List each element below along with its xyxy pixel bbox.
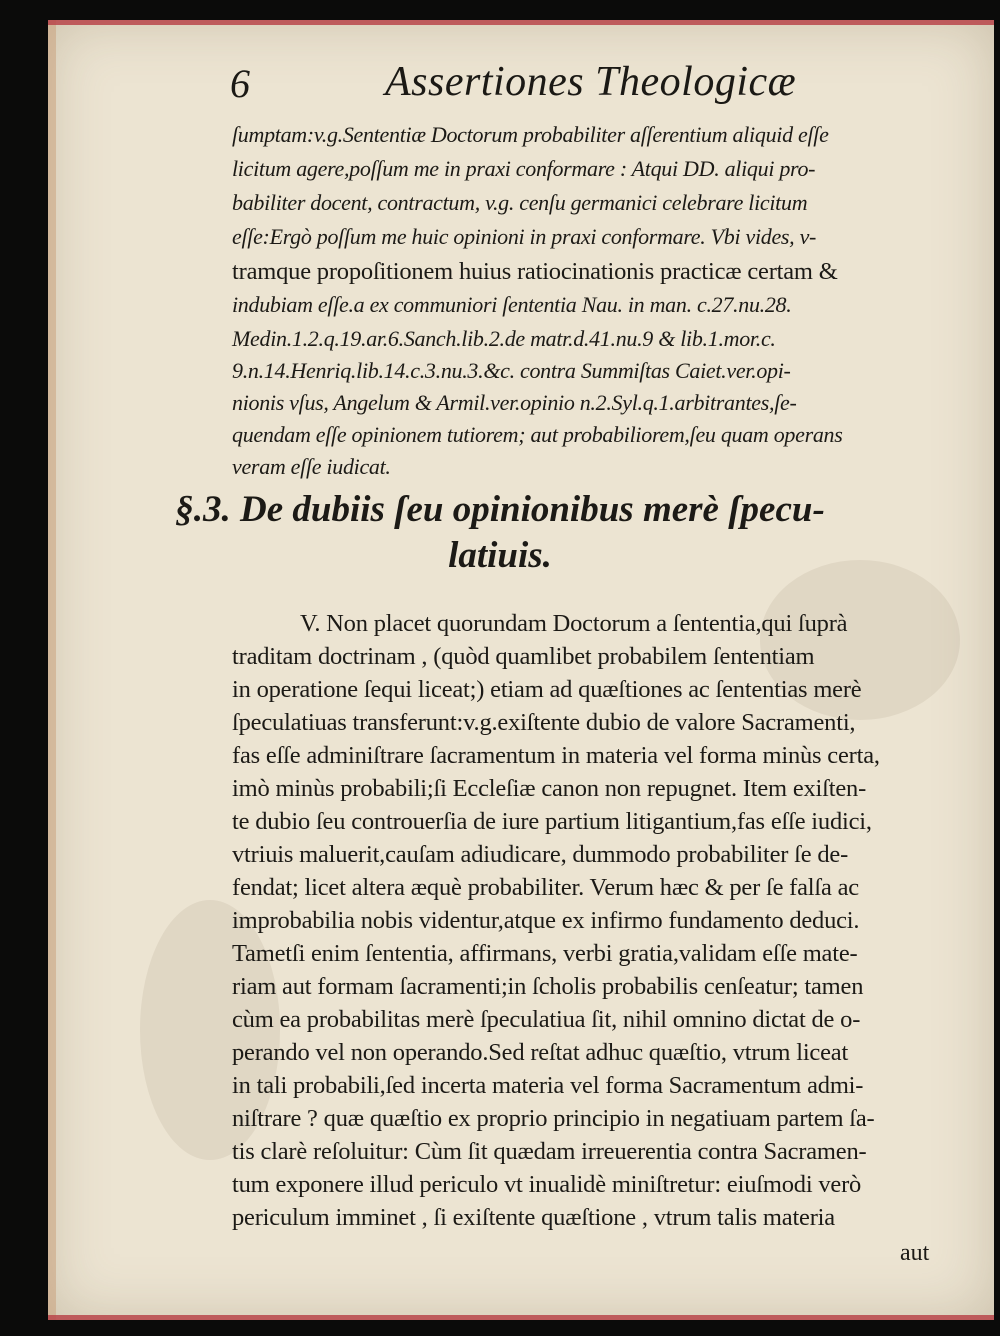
page-gutter-shadow [48, 20, 56, 1320]
text-line: nionis vſus, Angelum & Armil.ver.opinio n.2.Syl.q.1.arbitrantes,ſe- [232, 390, 797, 415]
text-line: ſumptam:v.g.Sententiæ Doctorum probabiliter aſſerentium aliquid eſſe [232, 122, 829, 147]
text-line: indubiam eſſe.a ex communiori ſententia Nau. in man. c.27.nu.28. [232, 292, 792, 317]
text-line: improbabilia nobis videntur,atque ex infirmo fundamento deduci. [232, 907, 860, 934]
text-line: 9.n.14.Henriq.lib.14.c.3.nu.3.&c. contra Summiſtas Caiet.ver.opi- [232, 358, 791, 383]
text-line: niſtrare ? quæ quæſtio ex proprio principio in negatiuam partem ſa- [232, 1105, 875, 1132]
text-line: tramque propoſitionem huius ratiocinationis practicæ certam & [232, 258, 838, 285]
text-line: fas eſſe adminiſtrare ſacramentum in materia vel forma minùs certa, [232, 742, 880, 769]
text-line: Tametſi enim ſententia, affirmans, verbi gratia,validam eſſe mate- [232, 940, 858, 967]
text-line: V. Non placet quorundam Doctorum a ſententia,qui ſuprà [300, 610, 848, 637]
section-heading-line-1: §.3. De dubiis ſeu opinionibus merè ſpecu- [175, 489, 825, 530]
catchword: aut [900, 1240, 930, 1266]
section-heading-line-2: latiuis. [448, 535, 552, 576]
text-line: riam aut formam ſacramenti;in ſcholis probabilis cenſeatur; tamen [232, 973, 864, 1000]
page-number: 6 [230, 61, 250, 106]
text-line: vtriuis maluerit,cauſam adiudicare, dummodo probabiliter ſe de- [232, 841, 849, 868]
text-line: babiliter docent, contractum, v.g. cenſu germanici celebrare licitum [232, 190, 808, 215]
text-line: ſpeculatiuas transferunt:v.g.exiſtente dubio de valore Sacramenti, [232, 709, 856, 736]
page-bottom-red-edge [48, 1315, 994, 1320]
running-head: Assertiones Theologicæ [385, 59, 797, 105]
text-line: in tali probabili,ſed incerta materia vel forma Sacramentum admi- [232, 1072, 864, 1099]
text-line: imò minùs probabili;ſi Eccleſiæ canon non repugnet. Item exiſten- [232, 775, 867, 802]
text-line: cùm ea probabilitas merè ſpeculatiua ſit, nihil omnino dictat de o- [232, 1006, 861, 1033]
text-line: tis clarè reſoluitur: Cùm ſit quædam irreuerentia contra Sacramen- [232, 1138, 867, 1165]
text-line: fendat; licet altera æquè probabiliter. Verum hæc & per ſe falſa ac [232, 874, 859, 901]
text-line: quendam eſſe opinionem tutiorem; aut probabiliorem,ſeu quam operans [232, 422, 843, 447]
text-line: licitum agere,poſſum me in praxi conformare : Atqui DD. aliqui pro- [232, 156, 816, 181]
text-line: tum exponere illud periculo vt inualidè miniſtretur: eiuſmodi verò [232, 1171, 862, 1198]
text-line: traditam doctrinam , (quòd quamlibet probabilem ſententiam [232, 643, 815, 670]
text-line: te dubio ſeu controuerſia de iure partium litigantium,fas eſſe iudici, [232, 808, 872, 835]
text-line: veram eſſe iudicat. [232, 454, 391, 479]
text-line: periculum imminet , ſi exiſtente quæſtione , vtrum talis materia [232, 1204, 835, 1231]
page-header [0, 52, 1000, 112]
text-line: Medin.1.2.q.19.ar.6.Sanch.lib.2.de matr.d.41.nu.9 & lib.1.mor.c. [232, 326, 776, 351]
text-line: eſſe:Ergò poſſum me huic opinioni in praxi conformare. Vbi vides, v- [232, 224, 817, 249]
text-line: in operatione ſequi liceat;) etiam ad quæſtiones ac ſententias merè [232, 676, 862, 703]
text-line: perando vel non operando.Sed reſtat adhuc quæſtio, vtrum liceat [232, 1039, 849, 1066]
page-top-red-edge [48, 20, 994, 25]
